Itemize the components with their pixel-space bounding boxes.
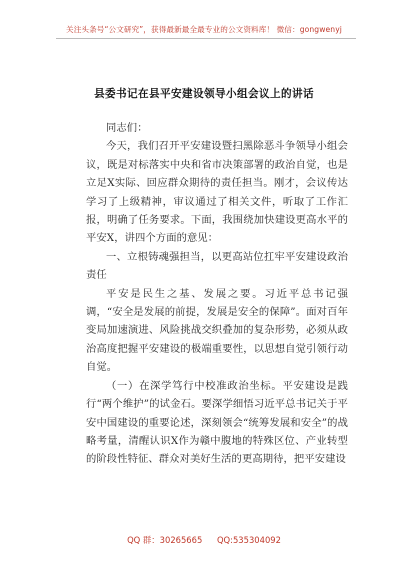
document-body xyxy=(86,119,348,469)
footer-contact xyxy=(0,534,408,546)
salutation: 同志们： xyxy=(106,122,148,134)
qq-number-text: QQ:535304092 xyxy=(216,535,281,545)
paragraph: （一）在深学笃行中校准政治坐标。平安建设是践行“两个维护”的试金石。要深学细悟习近平总书记关于平安中国建设的重要论述，深刻领会“统筹发展和安全”的战略考量，清醒认识X作为赣中腹地的特殊区位、产业转型的阶段性特征、群众对美好生活的更高期待，把平安建设 xyxy=(86,379,348,466)
document-title: 县委书记在县平安建设领导小组会议上的讲话 xyxy=(94,88,314,100)
header-banner: 关注头条号“公文研究”，获得最新最全最专业的公文资料库！ 微信：gongwenyj xyxy=(66,25,342,34)
qq-group-text: QQ 群：30265665 xyxy=(127,535,203,545)
header-divider xyxy=(56,38,356,39)
paragraph: 今天，我们召开平安建设暨扫黑除恶斗争领导小组会议，既是对标落实中央和省市决策部署的政治自觉，也是立足X实际、回应群众期待的责任担当。刚才，会议传达学习了上级精神，审议通过了相关文件，听取了工作汇报，明确了任务要求。下面，我围绕加快建设更高水平的平安X，讲四个方面的意见： xyxy=(86,140,348,245)
section-heading: 一、立根铸魂强担当，以更高站位扛牢平安建设政治责任 xyxy=(86,250,348,282)
paragraph: 平安是民生之基、发展之要。习近平总书记强调，“安全是发展的前提，发展是安全的保障”。面对百年变局加速演进、风险挑战交织叠加的复杂形势，必须从政治高度把握平安建设的极端重要性，以思想自觉引领行动自觉。 xyxy=(86,287,348,374)
